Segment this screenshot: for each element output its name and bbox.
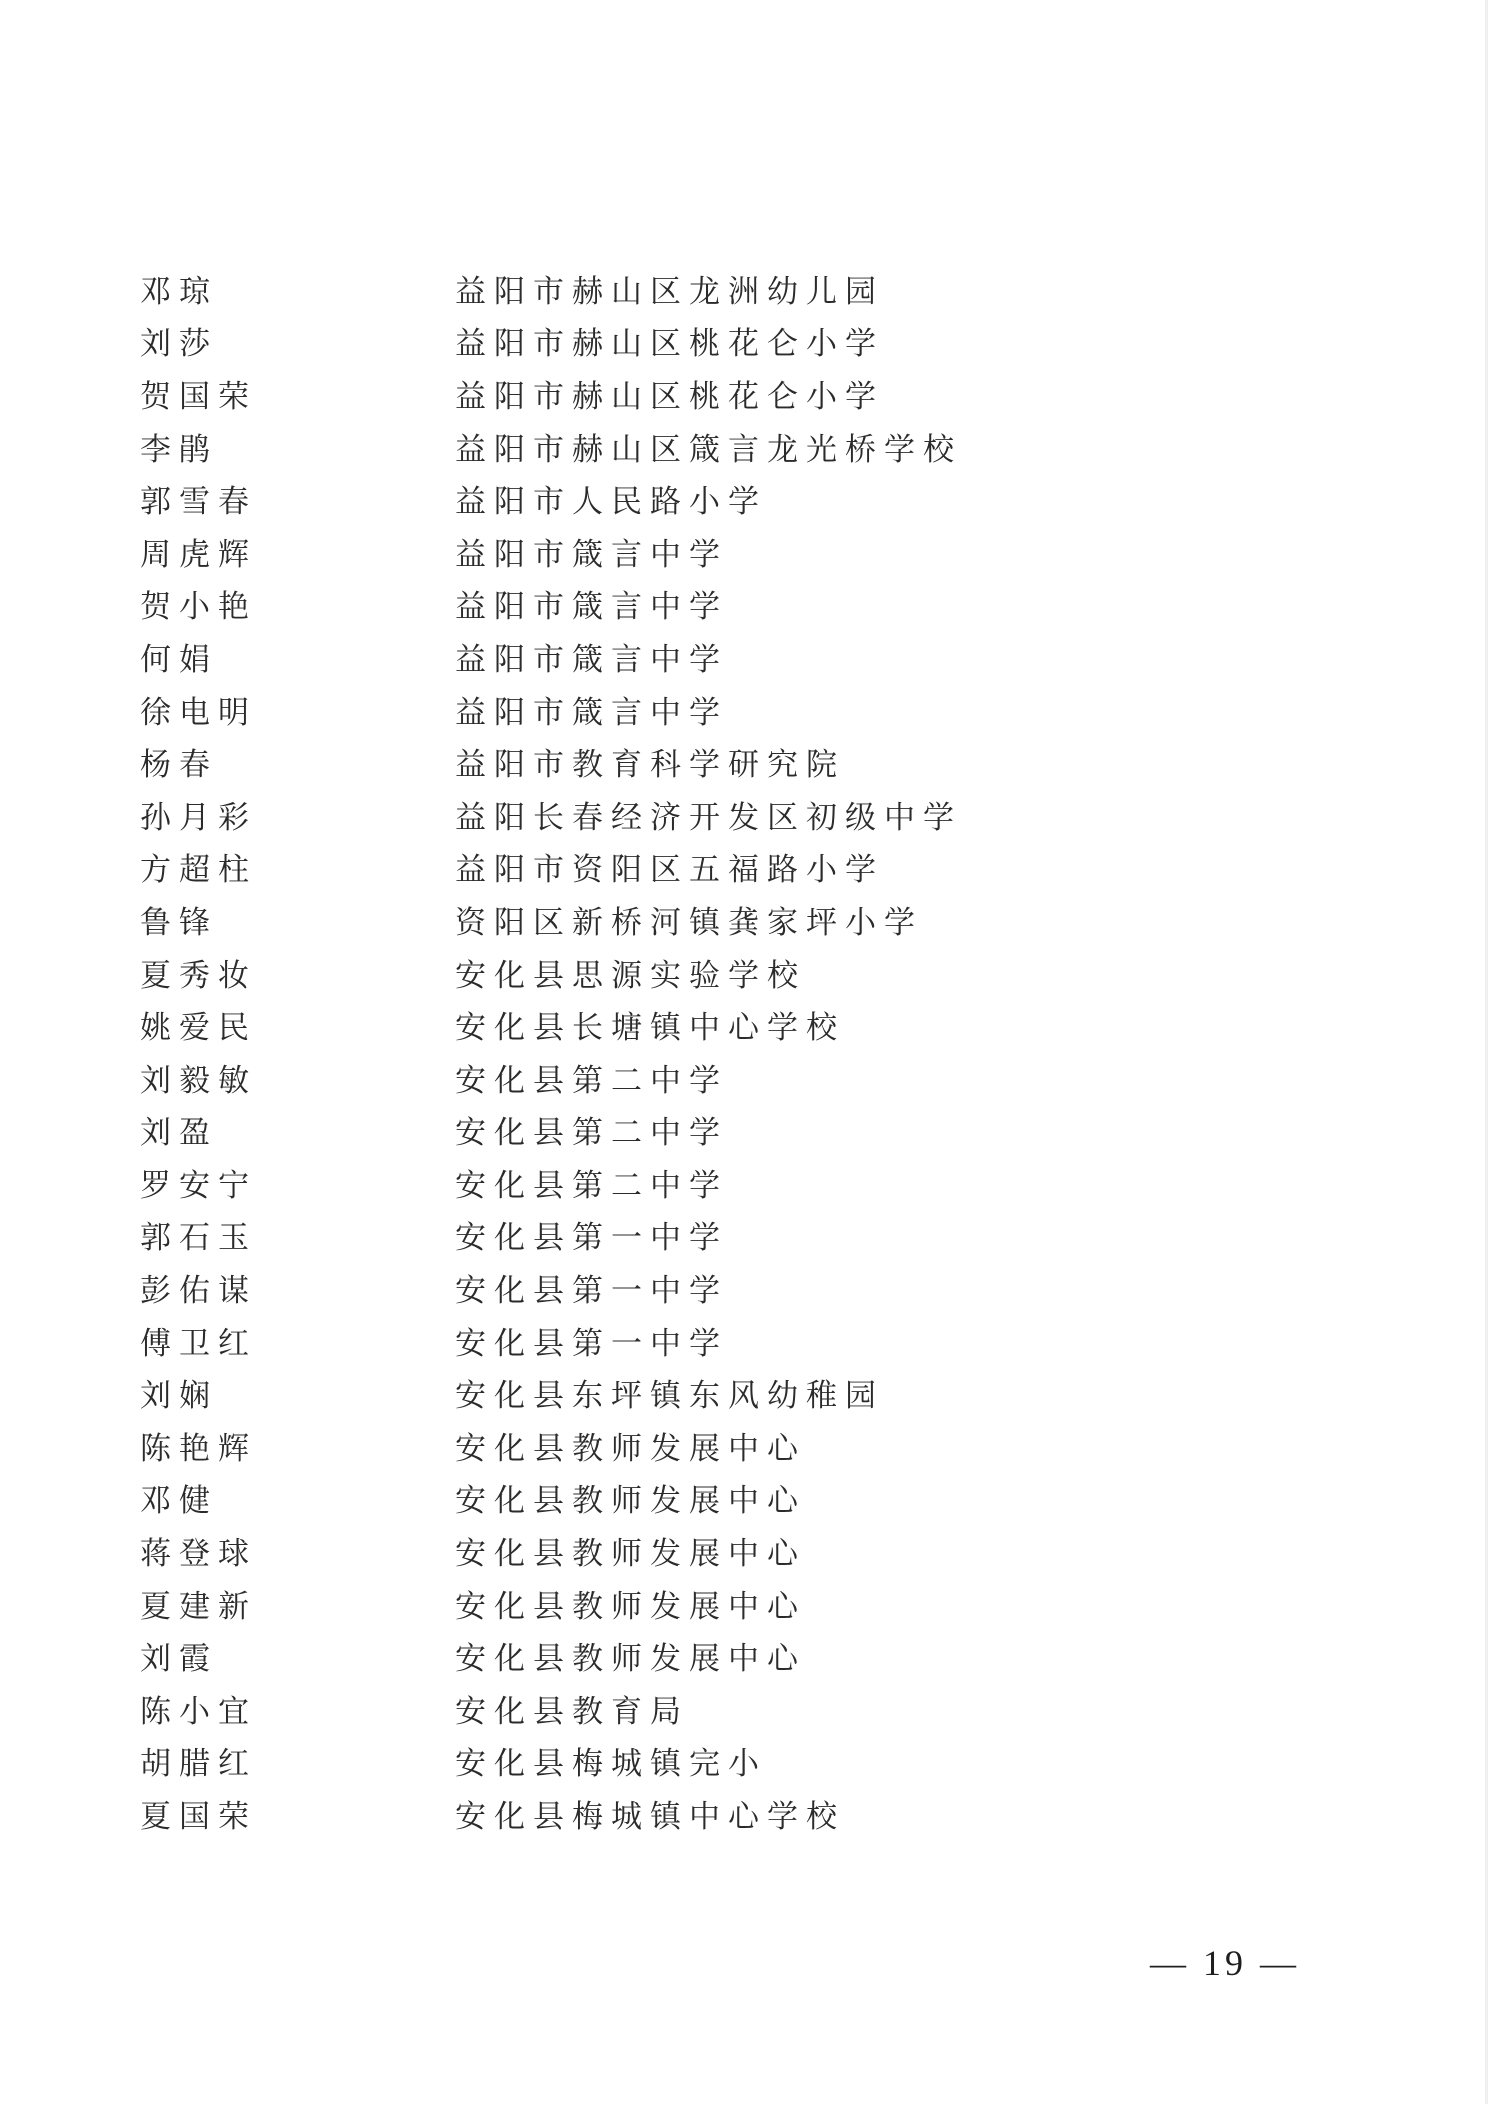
organization: 资阳区新桥河镇龚家坪小学 (455, 904, 923, 940)
organization: 益阳市赫山区龙洲幼儿园 (455, 273, 884, 309)
organization: 安化县长塘镇中心学校 (455, 1010, 845, 1046)
person-name: 刘毅敏 (140, 1062, 257, 1098)
roster-row (140, 735, 1340, 788)
roster-row (140, 841, 1340, 894)
roster-row (140, 315, 1340, 368)
person-name: 姚爱民 (140, 1010, 257, 1046)
person-name: 陈小宜 (140, 1693, 257, 1729)
organization: 益阳市赫山区桃花仑小学 (455, 378, 884, 414)
roster-row (140, 1577, 1340, 1630)
person-name: 蒋登球 (140, 1536, 257, 1572)
organization: 安化县第一中学 (455, 1220, 728, 1256)
roster-row (140, 1682, 1340, 1735)
roster-row (140, 1787, 1340, 1840)
roster-row (140, 472, 1340, 525)
person-name: 郭石玉 (140, 1220, 257, 1256)
roster (140, 262, 1340, 1840)
organization: 益阳市赫山区桃花仑小学 (455, 326, 884, 362)
person-name: 刘莎 (140, 326, 218, 362)
person-name: 贺国荣 (140, 378, 257, 414)
organization: 安化县东坪镇东风幼稚园 (455, 1378, 884, 1414)
person-name: 傅卫红 (140, 1325, 257, 1361)
roster-row (140, 578, 1340, 631)
person-name: 鲁锋 (140, 904, 218, 940)
roster-row (140, 683, 1340, 736)
person-name: 邓健 (140, 1483, 218, 1519)
roster-row (140, 1104, 1340, 1157)
organization: 安化县第一中学 (455, 1325, 728, 1361)
organization: 安化县第二中学 (455, 1115, 728, 1151)
roster-row (140, 946, 1340, 999)
person-name: 孙月彩 (140, 799, 257, 835)
organization: 益阳市人民路小学 (455, 484, 767, 520)
organization: 安化县梅城镇中心学校 (455, 1799, 845, 1835)
person-name: 胡腊红 (140, 1746, 257, 1782)
roster-row (140, 1261, 1340, 1314)
organization: 安化县梅城镇完小 (455, 1746, 767, 1782)
person-name: 罗安宁 (140, 1167, 257, 1203)
organization: 益阳市教育科学研究院 (455, 747, 845, 783)
organization: 益阳市箴言中学 (455, 641, 728, 677)
person-name: 贺小艳 (140, 589, 257, 625)
person-name: 陈艳辉 (140, 1430, 257, 1466)
organization: 安化县第二中学 (455, 1167, 728, 1203)
organization: 益阳市箴言中学 (455, 589, 728, 625)
person-name: 何娟 (140, 641, 218, 677)
person-name: 邓琼 (140, 273, 218, 309)
person-name: 彭佑谋 (140, 1273, 257, 1309)
organization: 安化县教师发展中心 (455, 1536, 806, 1572)
person-name: 夏建新 (140, 1588, 257, 1624)
roster-row (140, 1419, 1340, 1472)
organization: 益阳市赫山区箴言龙光桥学校 (455, 431, 962, 467)
person-name: 郭雪春 (140, 484, 257, 520)
roster-row (140, 420, 1340, 473)
person-name: 刘盈 (140, 1115, 218, 1151)
roster-row (140, 1472, 1340, 1525)
roster-row (140, 262, 1340, 315)
person-name: 夏秀妆 (140, 957, 257, 993)
person-name: 周虎辉 (140, 536, 257, 572)
organization: 安化县教师发展中心 (455, 1641, 806, 1677)
roster-row (140, 1051, 1340, 1104)
roster-row (140, 1524, 1340, 1577)
roster-row (140, 1209, 1340, 1262)
organization: 安化县第一中学 (455, 1273, 728, 1309)
organization: 益阳市资阳区五福路小学 (455, 852, 884, 888)
person-name: 刘霞 (140, 1641, 218, 1677)
roster-row (140, 525, 1340, 578)
organization: 安化县教师发展中心 (455, 1430, 806, 1466)
organization: 安化县教育局 (455, 1693, 689, 1729)
person-name: 李鹃 (140, 431, 218, 467)
organization: 益阳市箴言中学 (455, 536, 728, 572)
organization: 安化县思源实验学校 (455, 957, 806, 993)
roster-row (140, 893, 1340, 946)
organization: 安化县第二中学 (455, 1062, 728, 1098)
person-name: 刘娴 (140, 1378, 218, 1414)
organization: 安化县教师发展中心 (455, 1588, 806, 1624)
roster-row (140, 1735, 1340, 1788)
person-name: 徐电明 (140, 694, 257, 730)
organization: 安化县教师发展中心 (455, 1483, 806, 1519)
page-number: — 19 — (1150, 1943, 1300, 1983)
organization: 益阳长春经济开发区初级中学 (455, 799, 962, 835)
roster-row (140, 1156, 1340, 1209)
roster-row (140, 367, 1340, 420)
roster-row (140, 788, 1340, 841)
roster-row (140, 998, 1340, 1051)
organization: 益阳市箴言中学 (455, 694, 728, 730)
roster-row (140, 1366, 1340, 1419)
roster-row (140, 1314, 1340, 1367)
person-name: 杨春 (140, 747, 218, 783)
person-name: 夏国荣 (140, 1799, 257, 1835)
roster-row (140, 630, 1340, 683)
roster-row (140, 1629, 1340, 1682)
person-name: 方超柱 (140, 852, 257, 888)
